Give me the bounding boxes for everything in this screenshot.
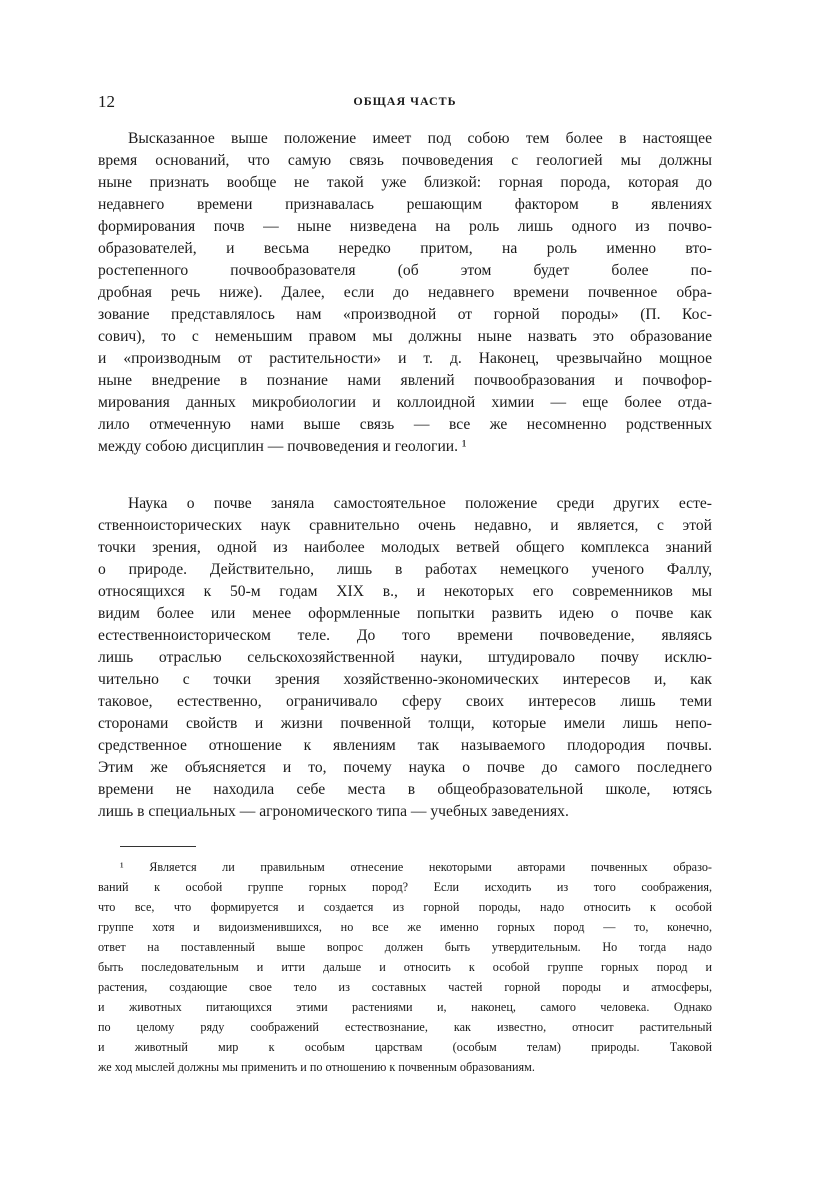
text-line: ственноисторических наук сравнительно очень недавно, и является, с этой bbox=[98, 517, 712, 534]
text-line: Наука о почве заняла самостоятельное положение среди других есте- bbox=[128, 495, 712, 512]
footnote-line: ваний к особой группе горных пород? Если исходить из того соображения, bbox=[98, 880, 712, 894]
text-line: и «производным от растительности» и т. д. Наконец, чрезвычайно мощное bbox=[98, 350, 712, 367]
footnote-divider bbox=[120, 846, 196, 847]
text-line: лило отмеченную нами выше связь — все же несомненно родственных bbox=[98, 416, 712, 433]
text-line: ростепенного почвообразователя (об этом будет более по- bbox=[98, 262, 712, 279]
text-line: лишь в специальных — агрономического типа — учебных заведениях. bbox=[98, 803, 569, 820]
page-header bbox=[98, 92, 712, 116]
text-line: мирования данных микробиологии и коллоидной химии — еще более отда- bbox=[98, 394, 712, 411]
text-line: чительно с точки зрения хозяйственно-экономических интересов и, как bbox=[98, 671, 712, 688]
text-line: сторонами свойств и жизни почвенной толщи, которые имели лишь непо- bbox=[98, 715, 712, 732]
footnote-line: группе хотя и видоизменившихся, но все же именно горных пород — то, конечно, bbox=[98, 920, 712, 934]
text-line: Высказанное выше положение имеет под собою тем более в настоящее bbox=[128, 130, 712, 147]
text-line: время оснований, что самую связь почвоведения с геологией мы должны bbox=[98, 152, 712, 169]
footnote-line: и животный мир к особым царствам (особым телам) природы. Таковой bbox=[98, 1040, 712, 1054]
text-line: между собою дисциплин — почвоведения и геологии. ¹ bbox=[98, 438, 467, 455]
running-head: ОБЩАЯ ЧАСТЬ bbox=[353, 94, 457, 108]
text-line: о природе. Действительно, лишь в работах немецкого ученого Фаллу, bbox=[98, 561, 712, 578]
footnote-line: же ход мыслей должны мы применить и по отношению к почвенным образованиям. bbox=[98, 1060, 535, 1074]
text-line: естественноисторическом теле. До того времени почвоведение, являясь bbox=[98, 627, 712, 644]
text-line: дробная речь ниже). Далее, если до недавнего времени почвенное обра- bbox=[98, 284, 712, 301]
footnote-line: и животных питающихся этими растениями и, наконец, самого человека. Однако bbox=[98, 1000, 712, 1014]
text-line: зование представлялось нам «производной от горной породы» (П. Кос- bbox=[98, 306, 712, 323]
text-line: Этим же объясняется и то, почему наука о почве до самого последнего bbox=[98, 759, 712, 776]
text-line: видим более или менее оформленные попытки развить идею о почве как bbox=[98, 605, 712, 622]
text-line: недавнего времени признавалась решающим фактором в явлениях bbox=[98, 196, 712, 213]
text-line: образователей, и весьма нередко притом, на роль именно вто- bbox=[98, 240, 712, 257]
page-number: 12 bbox=[98, 92, 115, 111]
text-line: сович), то с неменьшим правом мы должны ныне назвать это образование bbox=[98, 328, 712, 345]
footnote-line: растения, создающие свое тело из составных частей горной породы и атмосферы, bbox=[98, 980, 712, 994]
text-line: таковое, естественно, ограничивало сферу своих интересов лишь теми bbox=[98, 693, 712, 710]
footnote-line: ответ на поставленный выше вопрос должен быть утвердительным. Но тогда надо bbox=[98, 940, 712, 954]
text-line: времени не находила себе места в общеобразовательной школе, ютясь bbox=[98, 781, 712, 798]
text-line: ныне признать вообще не такой уже близкой: горная порода, которая до bbox=[98, 174, 712, 191]
text-line: ныне внедрение в познание нами явлений почвообразования и почвофор- bbox=[98, 372, 712, 389]
text-line: лишь отраслью сельскохозяйственной науки, штудировало почву исклю- bbox=[98, 649, 712, 666]
text-line: формирования почв — ныне низведена на роль лишь одного из почво- bbox=[98, 218, 712, 235]
footnote-line: по целому ряду соображений естествознание, как известно, относит растительный bbox=[98, 1020, 712, 1034]
footnote-line: ¹ Является ли правильным отнесение некоторыми авторами почвенных образо- bbox=[120, 860, 712, 874]
footnote-line: быть последовательным и итти дальше и относить к особой группе горных пород и bbox=[98, 960, 712, 974]
text-line: относящихся к 50-м годам XIX в., и некоторых его современников мы bbox=[98, 583, 712, 600]
footnote-line: что все, что формируется и создается из горной породы, надо относить к особой bbox=[98, 900, 712, 914]
text-line: точки зрения, одной из наиболее молодых ветвей общего комплекса знаний bbox=[98, 539, 712, 556]
text-line: средственное отношение к явлениям так называемого плодородия почвы. bbox=[98, 737, 712, 754]
